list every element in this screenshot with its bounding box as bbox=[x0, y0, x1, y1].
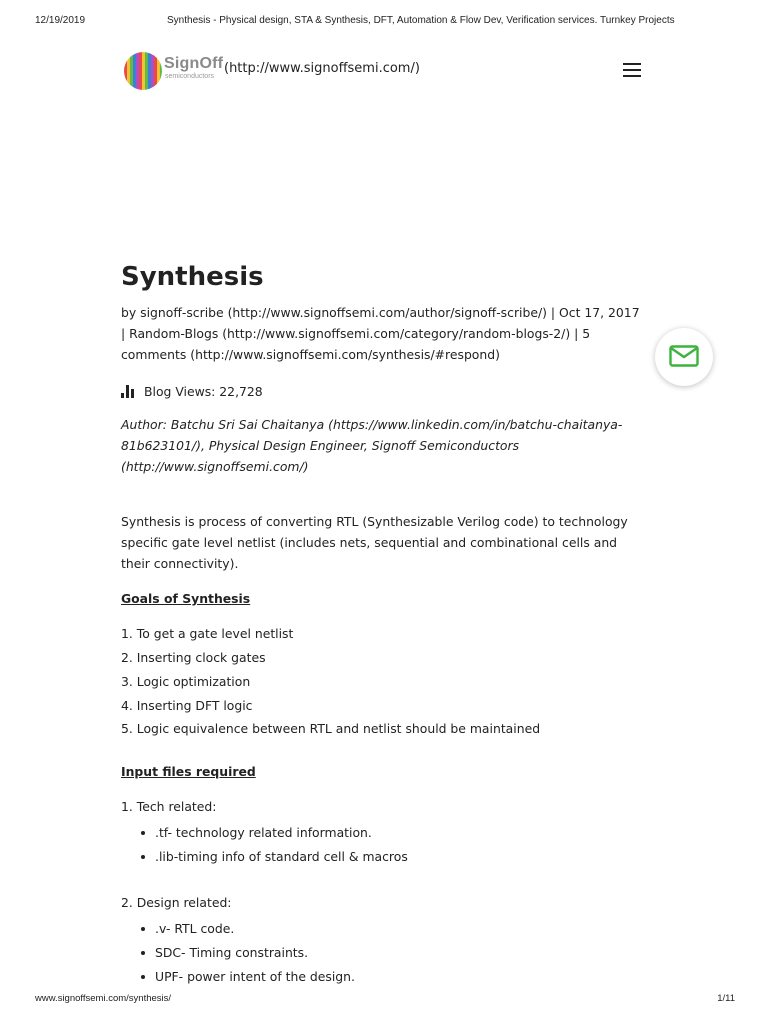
bar-chart-icon bbox=[121, 385, 136, 398]
list-item: .tf- technology related information. bbox=[141, 825, 372, 840]
page-title: Synthesis bbox=[121, 262, 264, 292]
goal-item: 5. Logic equivalence between RTL and netlist should be maintained bbox=[121, 721, 541, 736]
goal-item: 2. Inserting clock gates bbox=[121, 650, 266, 665]
print-footer bbox=[0, 993, 768, 1007]
goals-heading: Goals of Synthesis bbox=[121, 591, 251, 606]
print-page-title: Synthesis - Physical design, STA & Synthesis, DFT, Automation & Flow Dev, Verification services. Turnkey Projects bbox=[167, 15, 675, 26]
list-item: .v- RTL code. bbox=[141, 921, 234, 936]
list-item: UPF- power intent of the design. bbox=[141, 969, 355, 984]
home-link[interactable]: (http://www.signoffsemi.com/) bbox=[224, 61, 420, 76]
intro-paragraph: Synthesis is process of converting RTL (Synthesizable Verilog code) to technology specific gate level netlist (includes nets, sequential and combinational cells and their connectivity). bbox=[121, 514, 628, 571]
logo[interactable] bbox=[124, 52, 162, 90]
author-line: Author: Batchu Sri Sai Chaitanya (https://www.linkedin.com/in/batchu-chaitanya-81b623101/), Physical Design Engineer, Signoff Semiconductors (http://www.signoffsemi.com/) bbox=[121, 417, 623, 474]
design-related-label: 2. Design related: bbox=[121, 895, 232, 910]
page-number: 1/11 bbox=[717, 993, 735, 1004]
tech-related-label: 1. Tech related: bbox=[121, 799, 217, 814]
list-item: .lib-timing info of standard cell & macros bbox=[141, 849, 408, 864]
inputs-heading: Input files required bbox=[121, 764, 256, 779]
list-item: SDC- Timing constraints. bbox=[141, 945, 308, 960]
mail-icon bbox=[669, 345, 699, 367]
goal-item: 3. Logic optimization bbox=[121, 674, 251, 689]
hamburger-icon[interactable] bbox=[623, 63, 641, 77]
goal-item: 1. To get a gate level netlist bbox=[121, 626, 294, 641]
print-header bbox=[0, 15, 768, 29]
logo-text: SignOff bbox=[164, 55, 224, 72]
print-url: www.signoffsemi.com/synthesis/ bbox=[35, 993, 172, 1004]
blog-views-text: Blog Views: 22,728 bbox=[144, 384, 263, 399]
site-header bbox=[124, 52, 644, 90]
post-meta: by signoff-scribe (http://www.signoffsemi.com/author/signoff-scribe/) | Oct 17, 2017 | Random-Blogs (http://www.signoffsemi.com/category/random-blogs-2/) | 5 comments (http://www.signoffsemi.com/synthesis/#respond) bbox=[121, 305, 640, 362]
print-date: 12/19/2019 bbox=[35, 15, 86, 26]
goal-item: 4. Inserting DFT logic bbox=[121, 698, 253, 713]
contact-mail-button[interactable] bbox=[655, 328, 713, 386]
blog-views bbox=[121, 384, 263, 399]
logo-subtext: semiconductors bbox=[165, 73, 215, 80]
